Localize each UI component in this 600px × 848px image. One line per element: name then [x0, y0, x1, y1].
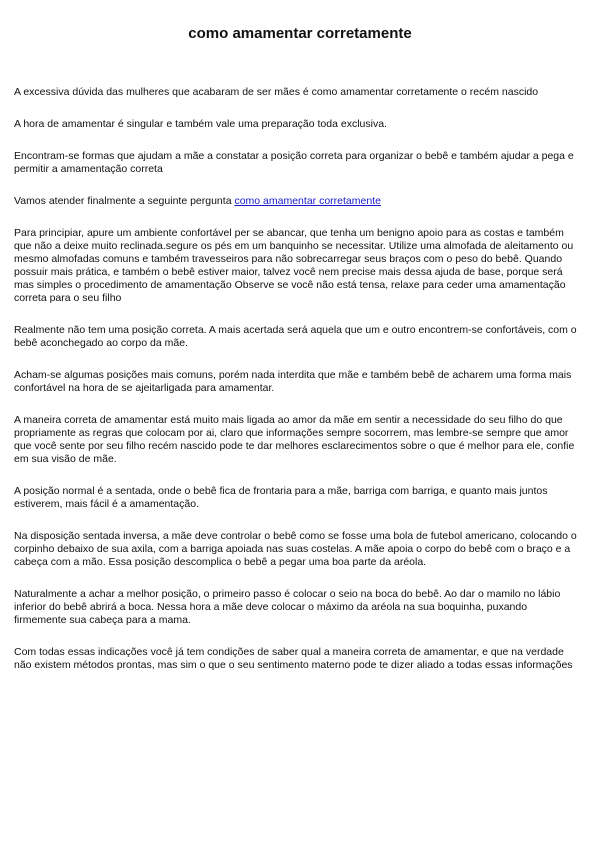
paragraph-2: A hora de amamentar é singular e também vale uma preparação toda exclusiva.	[14, 118, 387, 130]
paragraph-3: Encontram-se formas que ajudam a mãe a constatar a posição correta para organizar o bebê e também ajudar a pega e permitir a amamentação correta	[14, 150, 574, 175]
page-title: como amamentar corretamente	[188, 25, 412, 42]
paragraph-10: Naturalmente a achar a melhor posição, o primeiro passo é colocar o seio na boca do bebê. Ao dar o mamilo no lábio inferior do bebê abrirá a boca. Nessa hora a mãe deve colocar o máximo da aréola na sua boquinha, puxando firmemente sua cabeça para a mama.	[14, 588, 561, 626]
paragraph-11: Com todas essas indicações você já tem condições de saber qual a maneira correta de amamentar, e que na verdade não existem métodos prontas, mas sim o que o seu sentimento materno pode te dizer aliado a todas essas informações	[14, 646, 573, 671]
paragraph-1: A excessiva dúvida das mulheres que acabaram de ser mães é como amamentar corretamente o recém nascido	[14, 86, 539, 98]
paragraph-6: Acham-se algumas posições mais comuns, porém nada interdita que mãe e também bebê de acharem uma forma mais confortável na hora de se ajeitarligada para amamentar.	[14, 369, 572, 394]
paragraph-8: A posição normal é a sentada, onde o bebê fica de frontaria para a mãe, barriga com barriga, e quanto mais juntos estiverem, mais fácil é a amamentação.	[14, 485, 548, 510]
paragraph-4: Para principiar, apure um ambiente confortável per se abancar, que tenha um benigno apoio para as costas e também que não a deixe muito reclinada.segure os pés em um banquinho se necessitar. Utilize uma almofada de aleitamento ou mesmo almofadas comuns e também travesseiros para não sobrecarregar seus braços com o peso do bebê. Quando possuir mais prática, e também o bebê estiver maior, talvez você nem precise mais dessa ajuda de base, porque será mas simples o procedimento de amamentação Observe se você não está tensa, relaxe para ceder uma amamentação correta para o seu filho	[14, 227, 574, 304]
paragraph-9: Na disposição sentada inversa, a mãe deve controlar o bebê como se fosse uma bola de futebol americano, colocando o corpinho debaixo de sua axila, com a barriga apoiada nas suas costelas. A mãe apoia o corpo do bebê com o braço e a cabeça com a mão. Essa posição descomplica o bebê a pegar uma boa parte da aréola.	[14, 530, 577, 568]
paragraph-5: Realmente não tem uma posição correta. A mais acertada será aquela que um e outro encontrem-se confortáveis, com o bebê aconchegado ao corpo da mãe.	[14, 324, 577, 349]
link-paragraph	[14, 195, 580, 208]
link-paragraph-prefix: Vamos atender finalmente a seguinte pergunta	[14, 195, 235, 207]
document-body	[14, 86, 580, 691]
topic-link[interactable]: como amamentar corretamente	[234, 195, 381, 207]
paragraph-7: A maneira correta de amamentar está muito mais ligada ao amor da mãe em sentir a necessidade do seu filho do que propriamente as regras que colocam por ai, claro que informações sempre socorrem, mas lembre-se sempre que amor que você sente por seu filho recém nascido pode te dar melhores esclarecimentos sobre o que é melhor para ele, confie em sua visão de mãe.	[14, 414, 575, 465]
